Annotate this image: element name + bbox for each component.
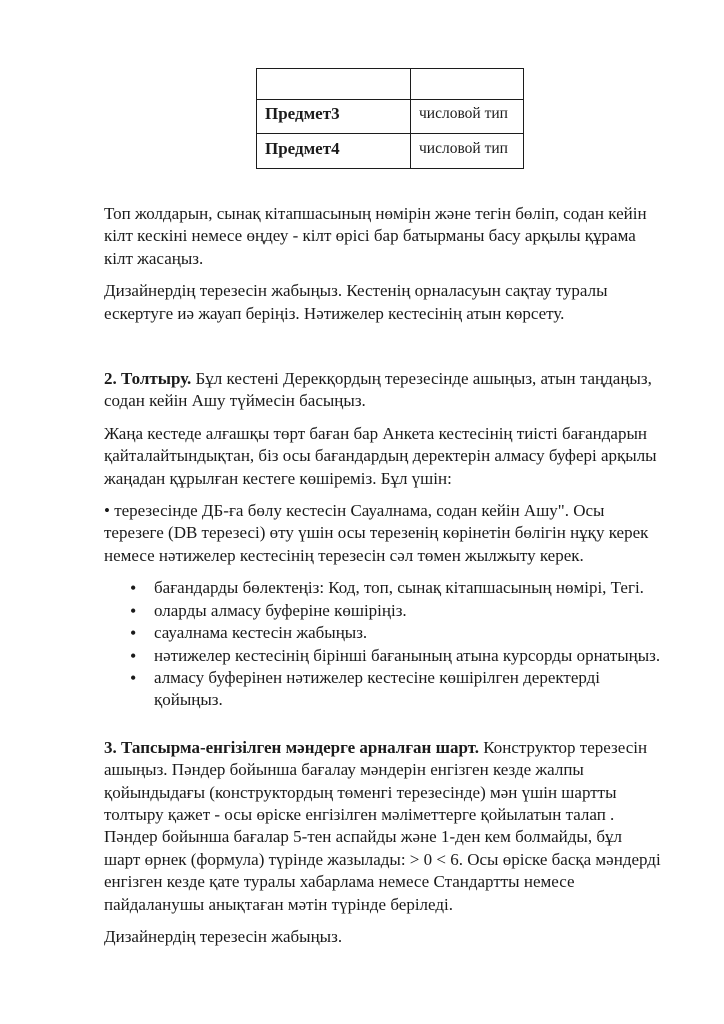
section-2-text: Бұл кестені Дерекқордың терезесінде ашыңыз, атын таңдаңыз, содан кейін Ашу түймесін басыңыз. xyxy=(104,369,652,411)
table-row xyxy=(257,69,524,100)
field-type-cell: числовой тип xyxy=(411,134,524,169)
document-content xyxy=(0,68,662,948)
section-3-paragraph xyxy=(104,737,662,916)
paragraph-close-designer: Дизайнердің терезесін жабыңыз. Кестенің орналасуын сақтау туралы ескертуге иә жауап беріңіз. Нәтижелер кестесінің атын көрсету. xyxy=(104,281,608,323)
field-name-cell: Предмет4 xyxy=(257,134,411,169)
section-2-title: 2. Толтыру. xyxy=(104,369,192,389)
field-type-table xyxy=(256,68,524,169)
list-item: • оларды алмасу буферіне көшіріңіз. xyxy=(154,600,662,622)
field-type-cell xyxy=(411,69,524,100)
paragraph-final: Дизайнердің терезесін жабыңыз. xyxy=(104,926,343,946)
field-type-cell: числовой тип xyxy=(411,100,524,134)
list-item: • бағандарды бөлектеңіз: Код, топ, сынақ кітапшасының нөмірі, Тегі. xyxy=(154,577,662,599)
table-row xyxy=(257,134,524,169)
list-item: • алмасу буферінен нәтижелер кестесіне көшірілген деректерді қойыңыз. xyxy=(154,667,662,712)
paragraph-composite-key: Топ жолдарын, сынақ кітапшасының нөмірін және тегін бөліп, содан кейін кілт кескіні немесе өңдеу - кілт өрісі бар батырманы басу арқылы құрама кілт жасаңыз. xyxy=(104,204,647,268)
paragraph-new-table: Жаңа кестеде алғашқы төрт баған бар Анкета кестесінің тиісті бағандарын қайталайтындықтан, біз осы бағандардың деректерін алмасу буфері арқылы жаңадан құрылған кестеге көшіреміз. Бұл үшін: xyxy=(104,423,657,488)
section-2-paragraph xyxy=(104,368,662,413)
field-name-cell xyxy=(257,69,411,100)
section-3-title: 3. Тапсырма-енгізілген мәндерге арналған шарт. xyxy=(104,737,480,757)
steps-list xyxy=(104,577,662,711)
paragraph-window-note: • терезесінде ДБ-ға бөлу кестесін Сауалнама, содан кейін Ашу". Осы терезеге (DB терезесі) өту үшін осы терезенің көрінетін бөлігін нұқу керек немесе нәтижелер кестесінің терезесін сәл төмен жылжыту керек. xyxy=(104,501,649,565)
list-item: • нәтижелер кестесінің бірінші бағанының атына курсорды орнатыңыз. xyxy=(154,645,662,667)
section-3-text: Конструктор терезесін ашыңыз. Пәндер бойынша бағалау мәндерін енгізген кезде жалпы қойындыдағы (конструктордың төменгі терезесінде) мән үшін шартты толтыру қажет - осы өріске енгізілген мәліметтерге қойылатын талап . Пәндер бойынша бағалар 5-тен аспайды және 1-ден кем болмайды, бұл шарт өрнек (формула) түрінде жазылады: > 0 < 6. Осы өріске басқа мәндерді енгізген кезде қате туралы хабарлама немесе Стандартты немесе пайдаланушы анықтаған мәтін түрінде беріледі. xyxy=(104,737,661,914)
field-name-cell: Предмет3 xyxy=(257,100,411,134)
list-item: • сауалнама кестесін жабыңыз. xyxy=(154,622,662,644)
table-row xyxy=(257,100,524,134)
